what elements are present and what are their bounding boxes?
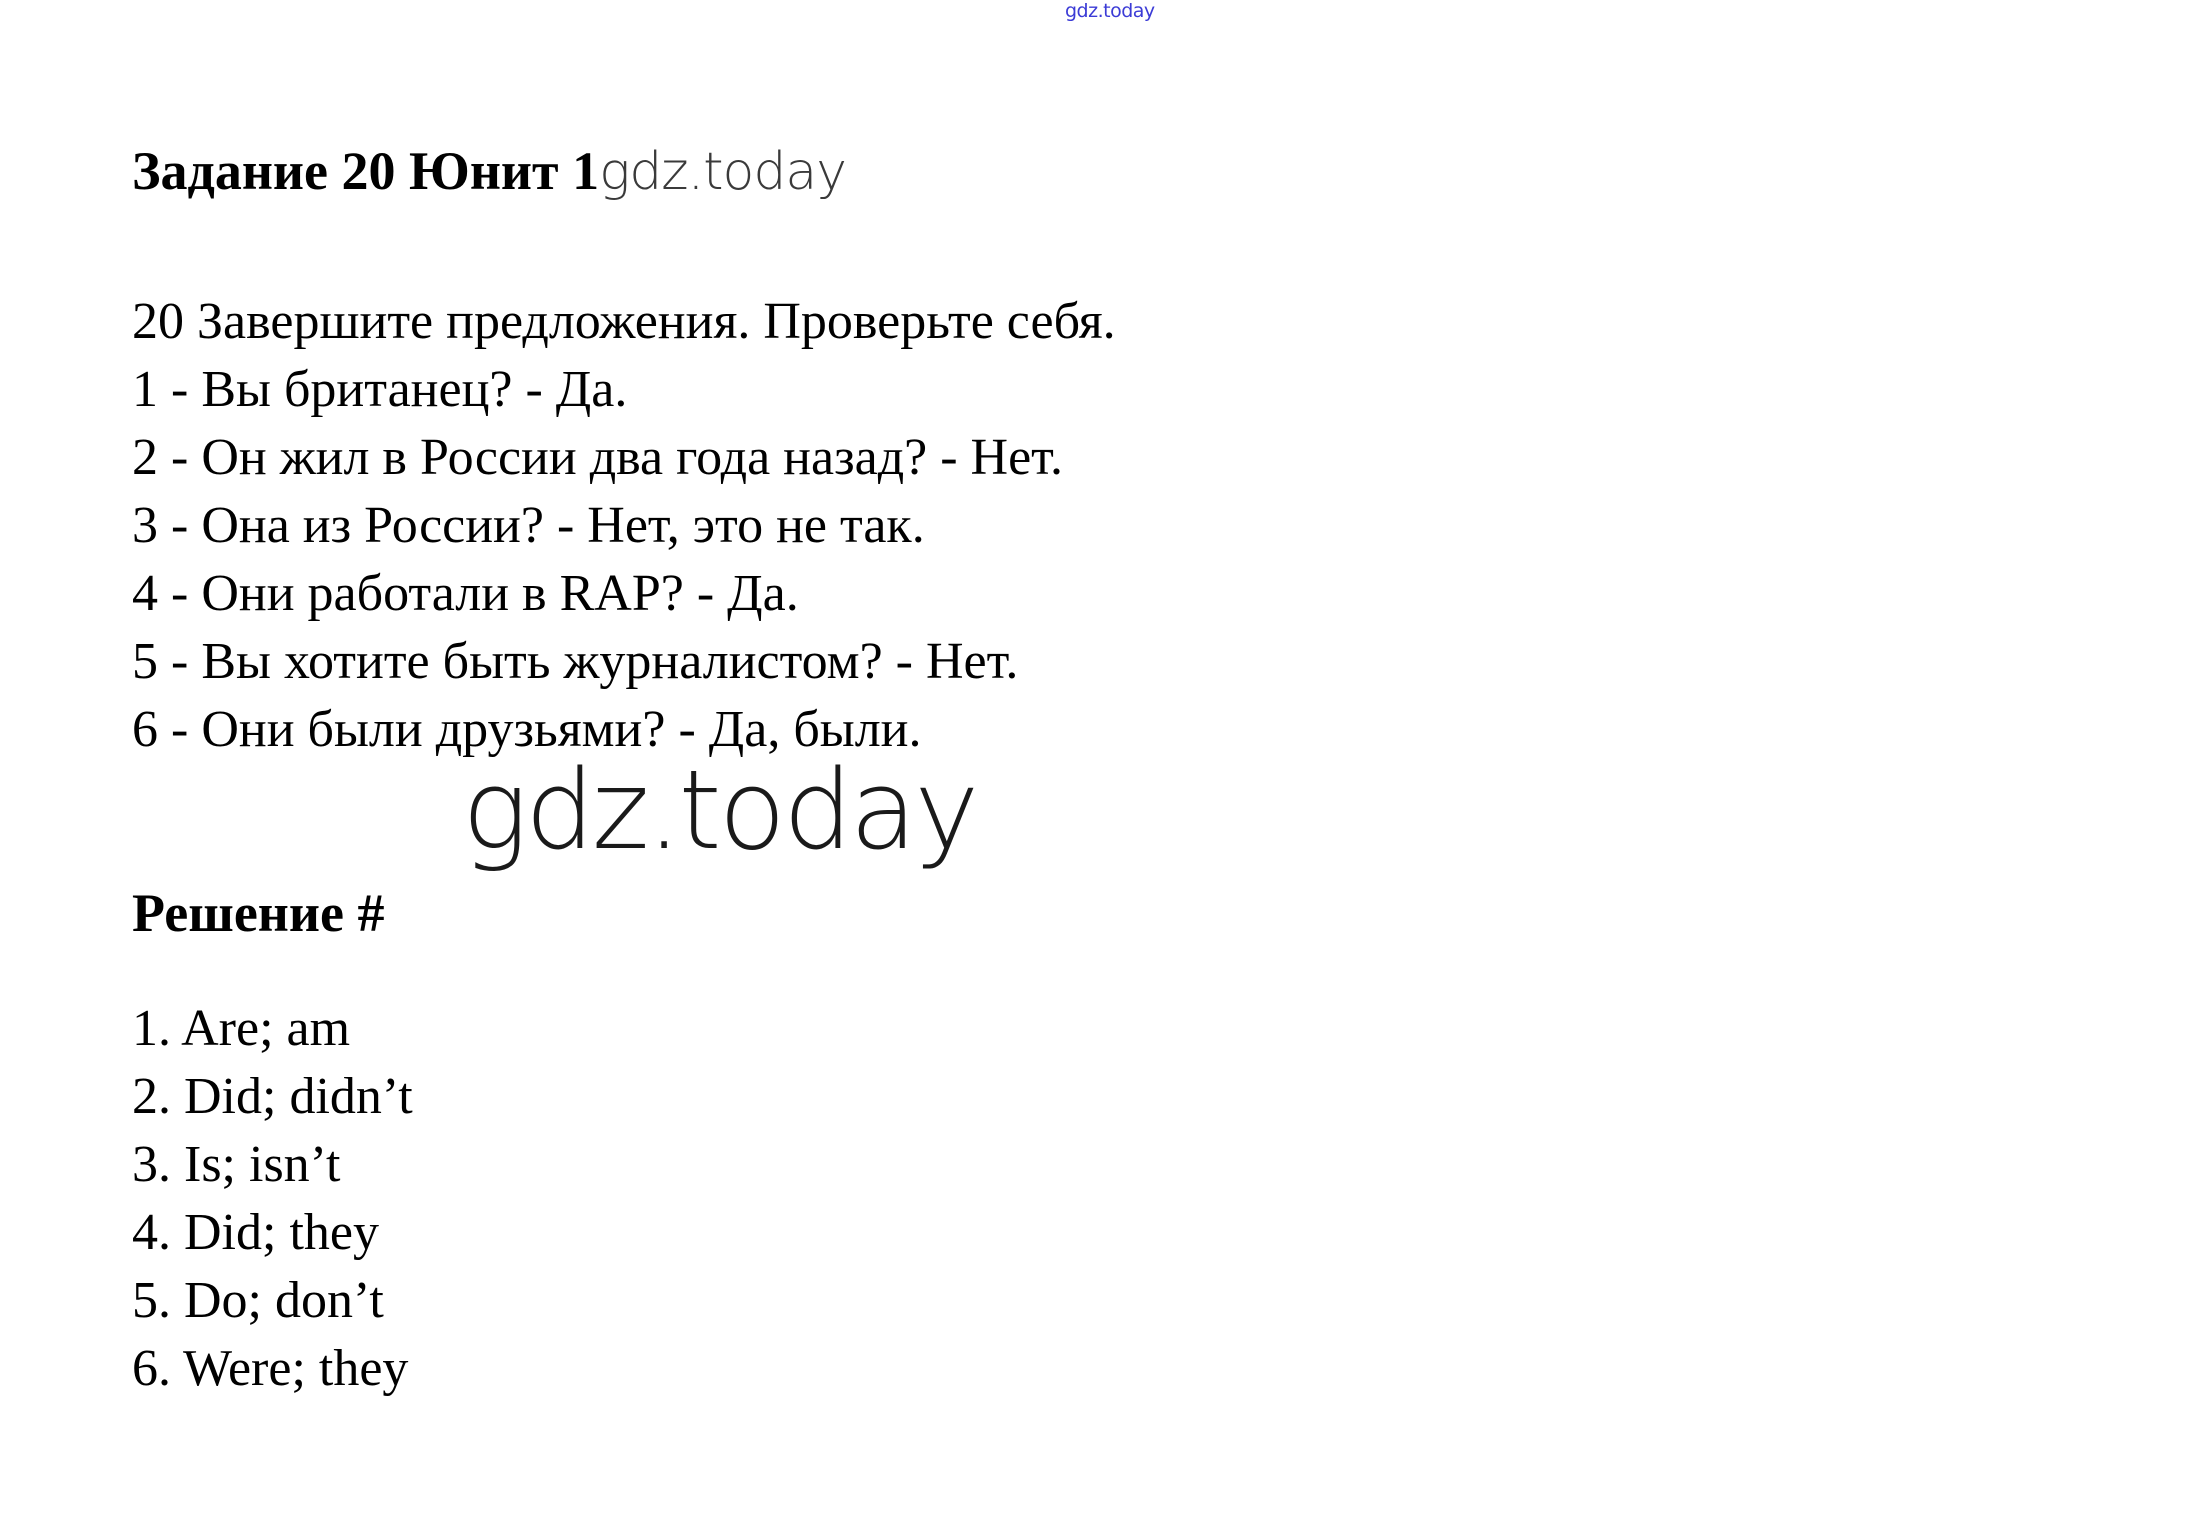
answer-3: 3. Is; isn’t bbox=[132, 1136, 341, 1193]
task-title: Задание 20 Юнит 1 bbox=[132, 141, 600, 201]
large-watermark: gdz.today bbox=[462, 746, 977, 874]
solution-heading: Решение # bbox=[132, 883, 385, 943]
task-item-3: 3 - Она из России? - Нет, это не так. bbox=[132, 497, 925, 554]
task-item-4: 4 - Они работали в RAP? - Да. bbox=[132, 565, 799, 622]
answer-1: 1. Are; am bbox=[132, 1000, 351, 1057]
answer-6: 6. Were; they bbox=[132, 1340, 409, 1397]
answer-2: 2. Did; didn’t bbox=[132, 1068, 413, 1125]
task-item-5: 5 - Вы хотите быть журналистом? - Нет. bbox=[132, 633, 1019, 690]
task-item-6: 6 - Они были друзьями? - Да, были. bbox=[132, 701, 922, 758]
solution-block bbox=[132, 995, 413, 1403]
task-block bbox=[132, 288, 1116, 764]
task-header bbox=[132, 140, 846, 202]
top-watermark: gdz.today bbox=[1065, 0, 1155, 22]
answer-5: 5. Do; don’t bbox=[132, 1272, 384, 1329]
task-instruction: 20 Завершите предложения. Проверьте себя. bbox=[132, 293, 1116, 350]
task-item-2: 2 - Он жил в России два года назад? - Нет. bbox=[132, 429, 1063, 486]
task-item-1: 1 - Вы британец? - Да. bbox=[132, 361, 628, 418]
answer-4: 4. Did; they bbox=[132, 1204, 379, 1261]
header-watermark: gdz.today bbox=[599, 142, 846, 202]
